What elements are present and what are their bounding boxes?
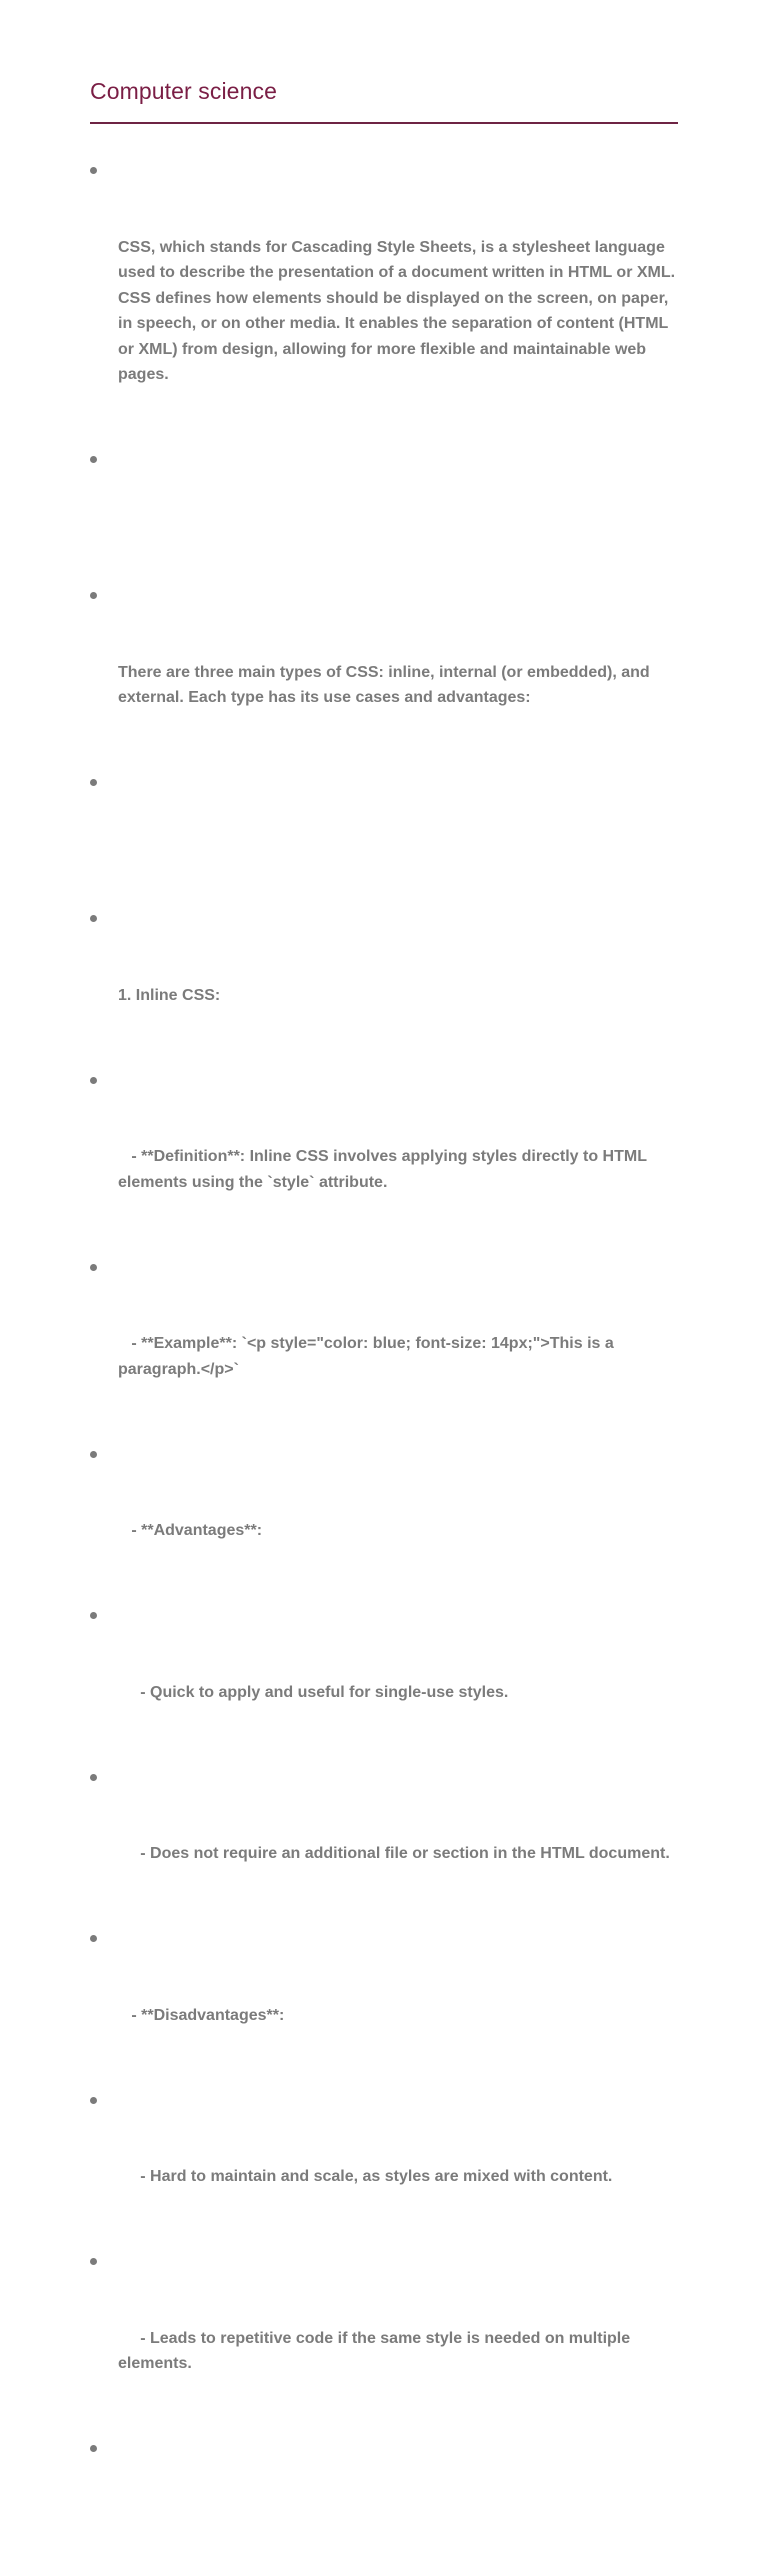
list-item-text: - Does not require an additional file or section in the HTML document. (118, 1845, 670, 1862)
list-item (90, 158, 678, 439)
list-item (90, 1603, 678, 1756)
list-item (90, 1255, 678, 1434)
bullet-icon (90, 2258, 97, 2265)
list-item (90, 1765, 678, 1918)
list-item (90, 906, 678, 1059)
list-item (90, 1442, 678, 1595)
list-item-text: There are three main types of CSS: inline, internal (or embedded), and external. Each type has its use cases and advantages: (118, 663, 655, 706)
list-item (90, 1068, 678, 1247)
list-item-text: CSS, which stands for Cascading Style Sheets, is a stylesheet language used to describe the presentation of a document written in HTML or XML. CSS defines how elements should be displayed on the screen, on paper, in speech, or on other media. It enables the separation of content (HTML or XML) from design, allowing for more flexible and maintainable web pages. (118, 238, 680, 383)
list-item-text: - **Example**: `<p style="color: blue; font-size: 14px;">This is a paragraph.</p>` (118, 1335, 619, 1378)
list-item (90, 583, 678, 762)
bullet-icon (90, 2445, 97, 2452)
list-item (90, 2249, 678, 2428)
list-item (90, 1926, 678, 2079)
list-item-text: - **Definition**: Inline CSS involves applying styles directly to HTML elements using the `style` attribute. (118, 1148, 652, 1191)
list-item-text: - Leads to repetitive code if the same style is needed on multiple elements. (118, 2329, 635, 2372)
bullet-icon (90, 167, 97, 174)
bullet-icon (90, 915, 97, 922)
bullet-icon (90, 1264, 97, 1271)
bullet-icon (90, 456, 97, 463)
list-item-text: - **Disadvantages**: (118, 2006, 285, 2024)
bullet-icon (90, 1451, 97, 1458)
list-item (90, 770, 678, 898)
page-title: Computer science (90, 78, 277, 104)
list-item-text: 1. Inline CSS: (118, 986, 221, 1004)
bullet-list (90, 158, 678, 2572)
list-item (90, 2436, 678, 2564)
bullet-icon (90, 779, 97, 786)
bullet-icon (90, 1077, 97, 1084)
list-item (90, 2088, 678, 2241)
list-item (90, 447, 678, 575)
list-item-text: - Quick to apply and useful for single-use styles. (118, 1683, 509, 1701)
bullet-icon (90, 2097, 97, 2104)
bullet-icon (90, 1774, 97, 1781)
title-underline (90, 122, 678, 124)
bullet-icon (90, 592, 97, 599)
bullet-icon (90, 1612, 97, 1619)
list-item-text: - Hard to maintain and scale, as styles are mixed with content. (118, 2168, 613, 2185)
list-item-text: - **Advantages**: (118, 1522, 263, 1539)
bullet-icon (90, 1935, 97, 1942)
